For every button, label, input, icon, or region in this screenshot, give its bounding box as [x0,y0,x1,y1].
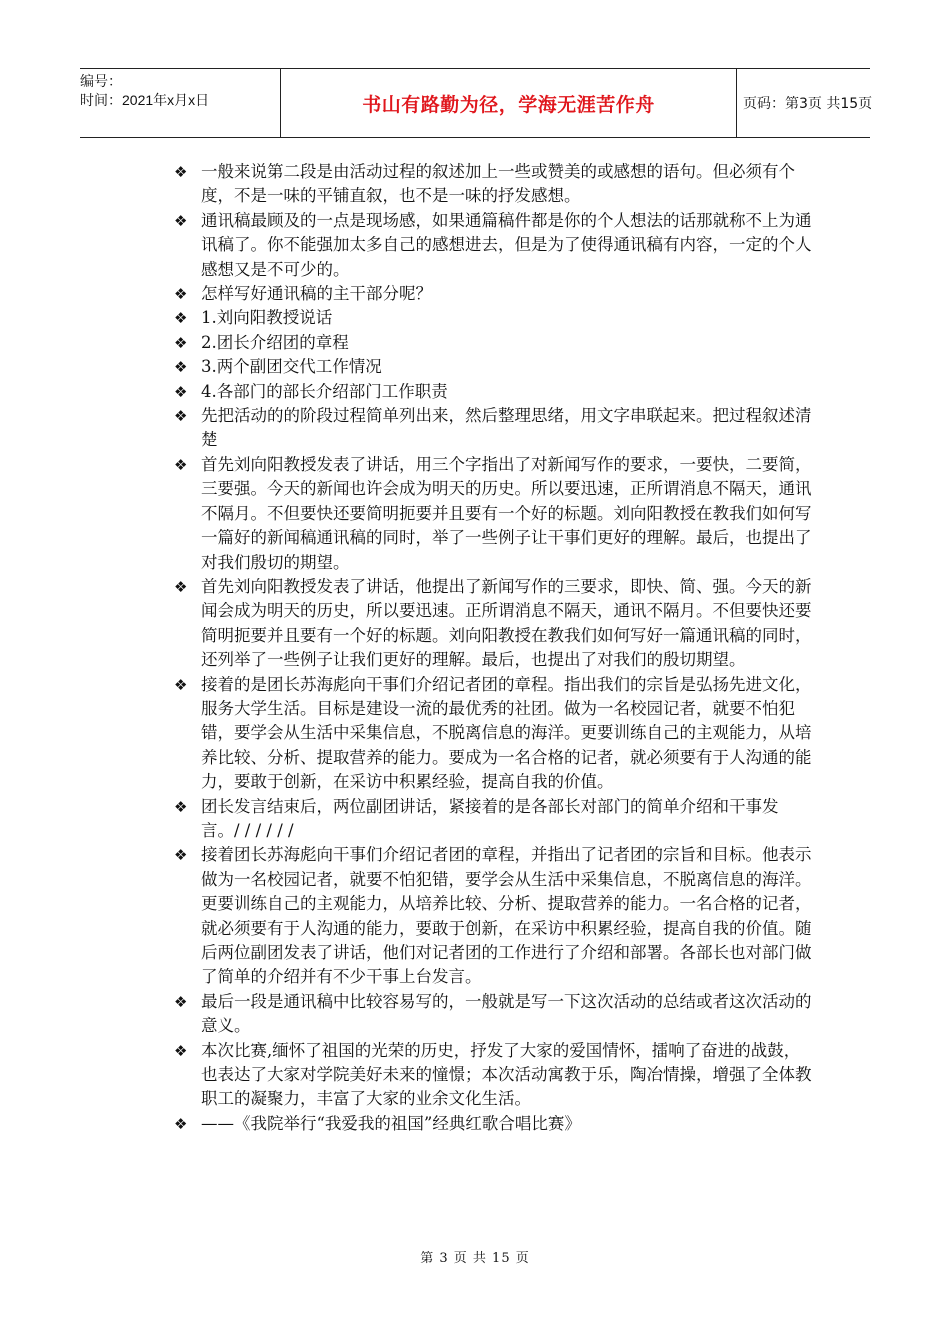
diamond-bullet-icon: ❖ [174,211,188,230]
list-item: ❖ 本次比赛,缅怀了祖国的光荣的历史，抒发了大家的爱国情怀，擂响了奋进的战鼓，也表达了大家对学院美好未来的憧憬；本次活动寓教于乐，陶冶情操，增强了全体教职工的凝聚力，丰富了大家的业余文化生活。 [174,1040,812,1109]
time-label: 时间：2021年x月x日 [80,92,210,108]
list-item: ❖ 怎样写好通讯稿的主干部分呢？ [174,282,814,306]
page-header [80,68,873,138]
list-item: ❖ 先把活动的的阶段过程简单列出来，然后整理思绪，用文字串联起来。把过程叙述清楚 [174,406,812,450]
diamond-bullet-icon: ❖ [174,358,188,377]
header-page-cell [735,69,878,137]
list-item: ❖ 首先刘向阳教授发表了讲话，用三个字指出了对新闻写作的要求，一要快，二要简，三要强。今天的新闻也许会成为明天的历史。所以要迅速，正所谓消息不隔天，通讯不隔月。不但要快还要简明扼要并且要有一个好的标题。刘向阳教授在教我们如何写一篇好的新闻稿通讯稿的同时，举了一些例子让干事们更好的理解。最后，也提出了对我们殷切的期望。 [174,454,812,572]
list-item: ❖ 接着团长苏海彪向干事们介绍记者团的章程，并指出了记者团的宗旨和目标。他表示做为一名校园记者，就要不怕犯错，要学会从生活中采集信息，不脱离信息的海洋。更要训练自己的主观能力，从培养比较、分析、提取营养的能力。一名合格的记者，就必须要有于人沟通的能力，要敢于创新，在采访中积累经验，提高自我的价值。随后两位副团发表了讲话，他们对记者团的工作进行了介绍和部署。各部长也对部门做了简单的介绍并有不少干事上台发言。 [174,845,812,987]
motto-text: 书山有路勤为径，学海无涯苦作舟 [362,93,655,116]
diamond-bullet-icon: ❖ [174,455,188,474]
list-item: ❖ 团长发言结束后，两位副团讲话，紧接着的是各部长对部门的简单介绍和干事发言。/ / / / / / [174,796,779,840]
diamond-bullet-icon: ❖ [174,163,188,181]
diamond-bullet-icon: ❖ [174,1114,188,1133]
header-meta [80,69,280,140]
list-item: ❖ 通讯稿最顾及的一点是现场感，如果通篇稿件都是你的个人想法的话那就称不上为通讯稿了。你不能强加太多自己的感想进去，但是为了使得通讯稿有内容，一定的个人感想又是不可少的。 [174,210,812,279]
diamond-bullet-icon: ❖ [174,1041,188,1060]
number-label: 编号： [80,73,122,89]
list-item: ❖ 接着的是团长苏海彪向干事们介绍记者团的章程。指出我们的宗旨是弘扬先进文化，服务大学生活。目标是建设一流的最优秀的社团。做为一名校园记者，就要不怕犯错，要学会从生活中采集信息，不脱离信息的海洋。更要训练自己的主观能力，从培养比较、分析、提取营养的能力。要成为一名合格的记者，就必须要有于人沟通的能力，要敢于创新，在采访中积累经验，提高自我的价值。 [174,674,812,792]
diamond-bullet-icon: ❖ [174,797,188,816]
diamond-bullet-icon: ❖ [174,309,188,328]
diamond-bullet-icon: ❖ [174,382,188,401]
list-item: ❖ 2.团长介绍团的章程 [174,331,814,355]
diamond-bullet-icon: ❖ [174,407,188,426]
page-number-label: 页码：第3页 共15页 [743,96,873,112]
list-item: ❖ ——《我院举行“我爱我的祖国”经典红歌合唱比赛》 [174,1112,814,1136]
document-body [174,160,814,1136]
list-item: ❖ 一般来说第二段是由活动过程的叙述加上一些或赞美的或感想的语句。但必须有个度，不是一味的平铺直叙，也不是一味的抒发感想。 [174,162,795,206]
diamond-bullet-icon: ❖ [174,333,188,352]
list-item: ❖ 最后一段是通讯稿中比较容易写的，一般就是写一下这次活动的总结或者这次活动的意义。 [174,991,812,1036]
diamond-bullet-icon: ❖ [174,992,188,1011]
page-footer [0,1247,950,1266]
list-item: ❖ 1.刘向阳教授说话 [174,306,814,330]
header-motto-cell [280,69,737,137]
list-item: ❖ 3.两个副团交代工作情况 [174,355,814,379]
diamond-bullet-icon: ❖ [174,577,188,596]
diamond-bullet-icon: ❖ [174,846,188,865]
list-item: ❖ 首先刘向阳教授发表了讲话，他提出了新闻写作的三要求，即快、简、强。今天的新闻会成为明天的历史，所以要迅速。正所谓消息不隔天，通讯不隔月。不但要快还要简明扼要并且要有一个好的标题。刘向阳教授在教我们如何写好一篇通讯稿的同时，还列举了一些例子让我们更好的理解。最后，也提出了对我们的殷切期望。 [174,576,812,670]
diamond-bullet-icon: ❖ [174,285,188,304]
diamond-bullet-icon: ❖ [174,675,188,694]
list-item: ❖ 4.各部门的部长介绍部门工作职责 [174,380,814,404]
footer-page-number: 第 3 页 共 15 页 [420,1251,530,1266]
